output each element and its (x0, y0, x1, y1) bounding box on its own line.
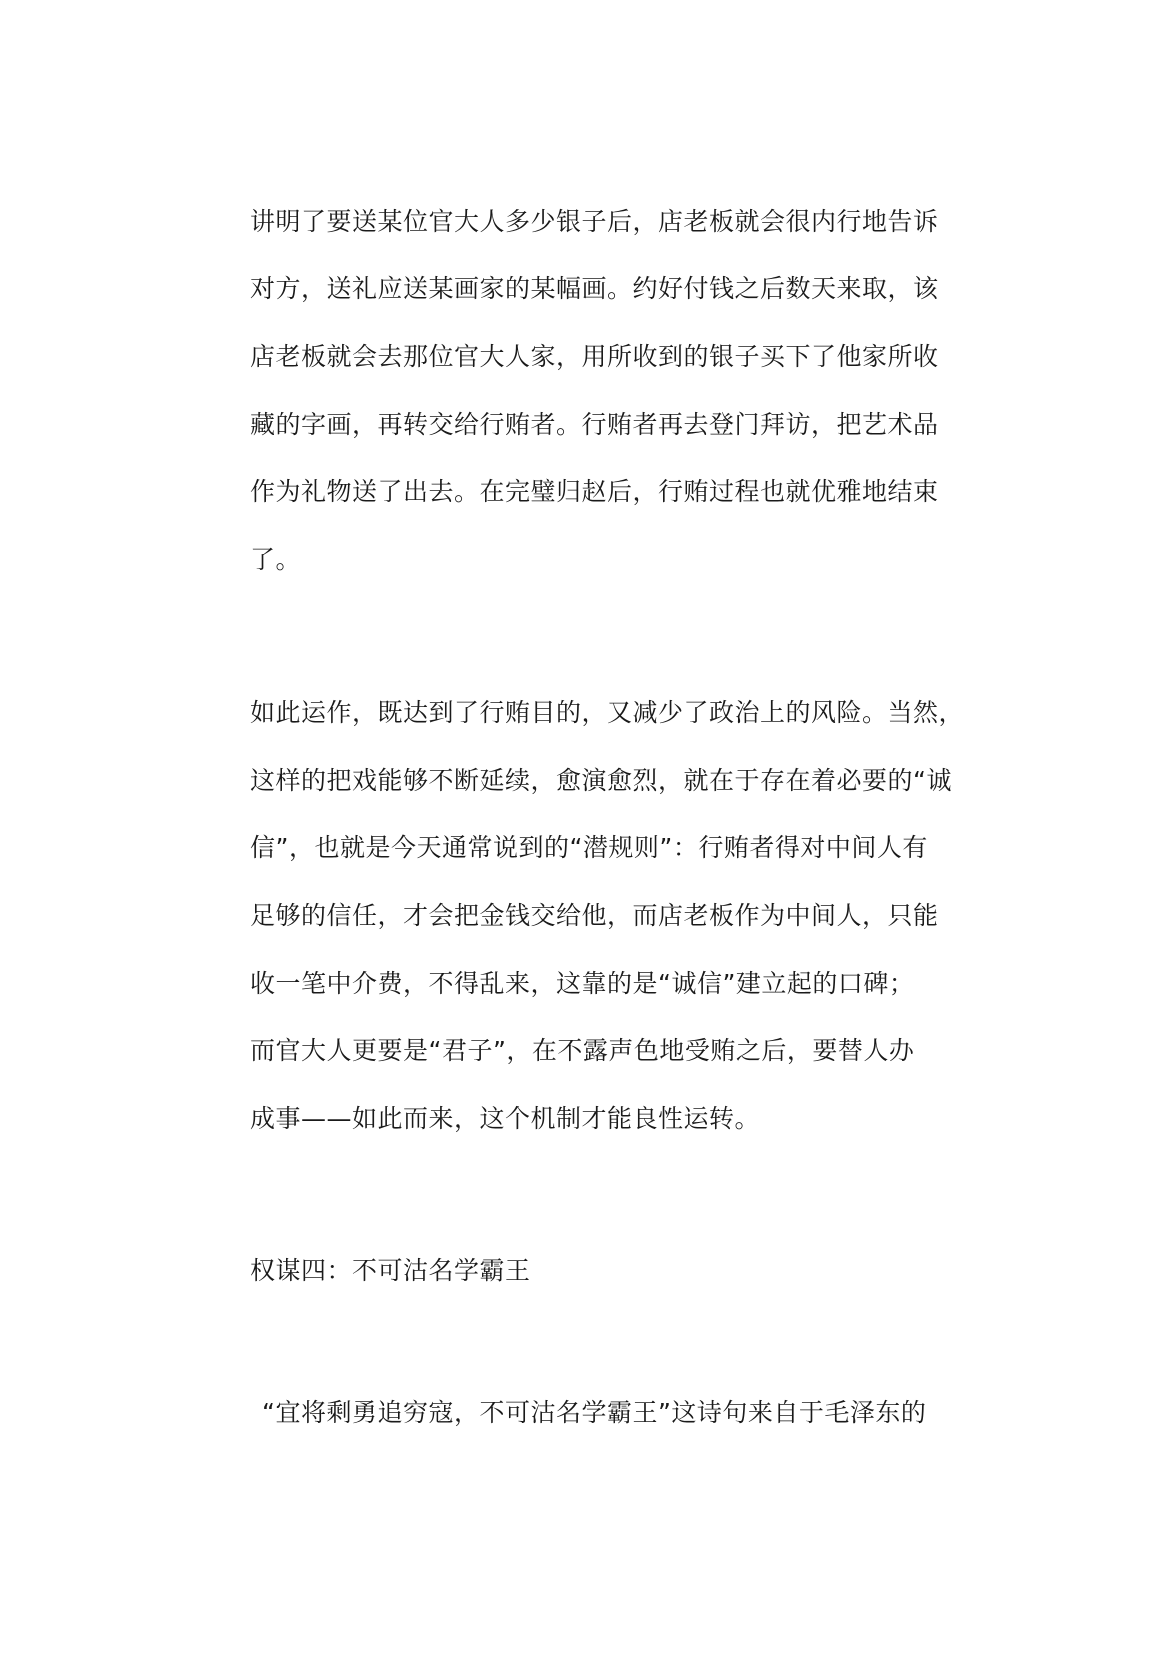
paragraph-2-line-1: 如此运作，既达到了行贿目的，又减少了政治上的风险。当然， (250, 698, 965, 727)
paragraph-1-line-3: 店老板就会去那位官大人家，用所收到的银子买下了他家所收 (250, 342, 939, 371)
paragraph-2-line-2: 这样的把戏能够不断延续，愈演愈烈，就在于存在着必要的“诚 (250, 766, 952, 795)
paragraph-3-line-1: “宜将剩勇追穷寇，不可沽名学霸王”这诗句来自于毛泽东的 (262, 1398, 927, 1427)
paragraph-1-line-1: 讲明了要送某位官大人多少银子后，店老板就会很内行地告诉 (250, 207, 939, 236)
paragraph-1-line-6: 了。 (250, 545, 302, 574)
paragraph-2-line-3: 信”，也就是今天通常说到的“潜规则”：行贿者得对中间人有 (250, 833, 928, 862)
paragraph-2-line-4: 足够的信任，才会把金钱交给他，而店老板作为中间人，只能 (250, 901, 939, 930)
paragraph-2-line-6: 而官大人更要是“君子”，在不露声色地受贿之后，要替人办 (250, 1036, 915, 1065)
paragraph-2-line-7: 成事——如此而来，这个机制才能良性运转。 (250, 1104, 761, 1133)
paragraph-1-line-4: 藏的字画，再转交给行贿者。行贿者再去登门拜访，把艺术品 (250, 410, 939, 439)
section-heading: 权谋四：不可沽名学霸王 (250, 1256, 531, 1285)
paragraph-2-line-5: 收一笔中介费，不得乱来，这靠的是“诚信”建立起的口碑； (250, 969, 915, 998)
paragraph-1-line-5: 作为礼物送了出去。在完璧归赵后，行贿过程也就优雅地结束 (250, 477, 939, 506)
paragraph-1-line-2: 对方，送礼应送某画家的某幅画。约好付钱之后数天来取，该 (250, 274, 939, 303)
